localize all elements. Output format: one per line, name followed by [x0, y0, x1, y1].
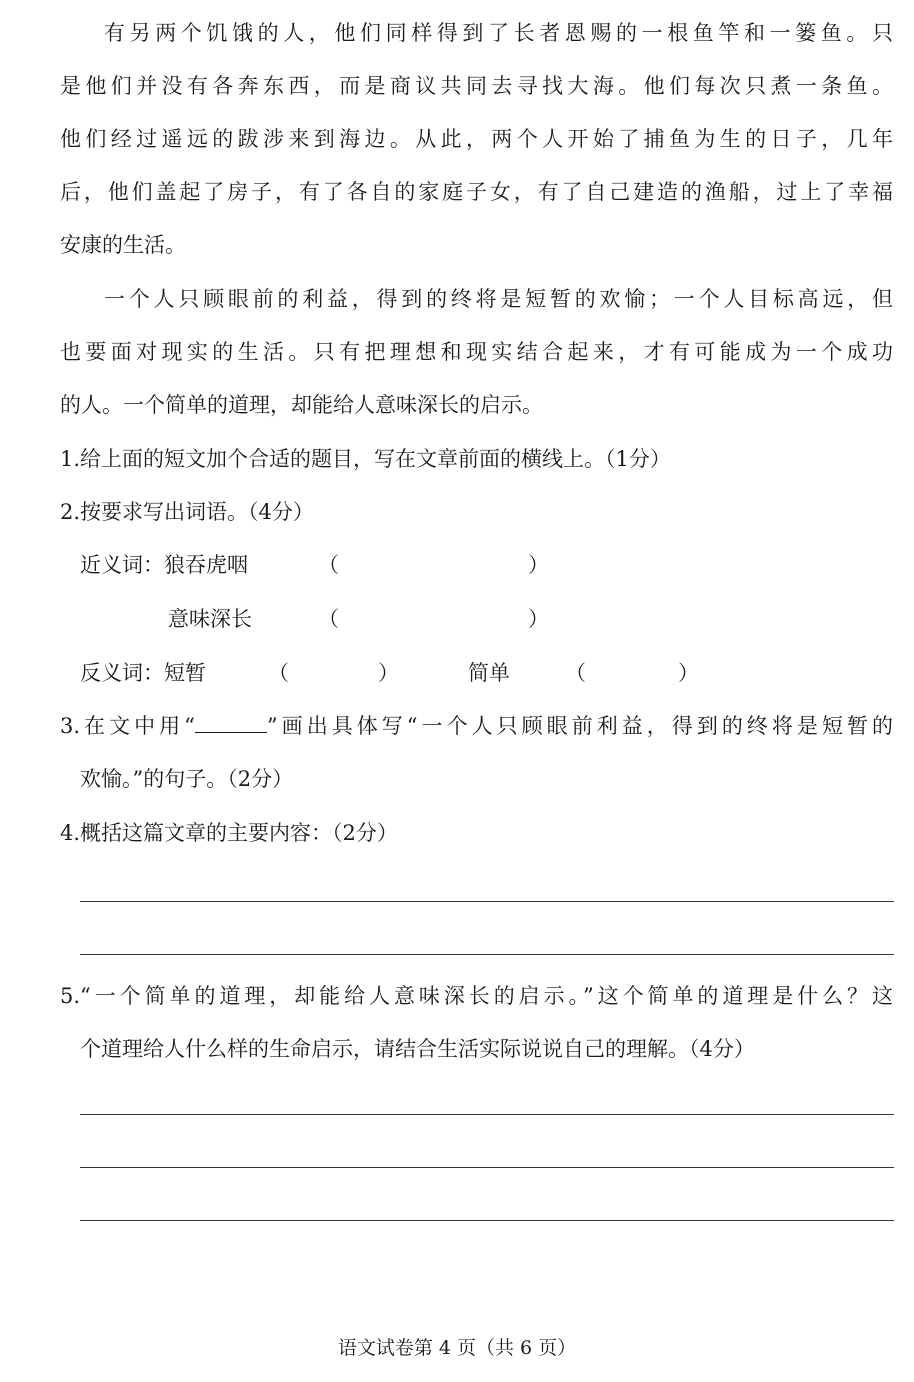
- antonym-1-paren-close: ）: [378, 661, 399, 685]
- question-5-line-1: 5.“一个简单的道理，却能给人意味深长的启示。”这个简单的道理是什么？这: [60, 984, 893, 1008]
- synonym-2-paren-close: ）: [528, 607, 549, 631]
- passage-p1-line-3: 他们经过遥远的跋涉来到海边。从此，两个人开始了捕鱼为生的日子，几年: [60, 127, 893, 151]
- question-3-line-1: [60, 710, 893, 742]
- synonym-2-paren-open: （: [318, 607, 339, 631]
- question-3-text-a: 3.在文中用“: [60, 714, 195, 738]
- antonym-word-2: 简单: [468, 661, 510, 685]
- page-footer: 语文试卷第 4 页（共 6 页）: [337, 1337, 577, 1359]
- synonym-1-paren-close: ）: [528, 553, 549, 577]
- answer-line-q5-1[interactable]: [80, 1114, 894, 1115]
- passage-p1-line-4: 后，他们盖起了房子，有了各自的家庭子女，有了自己建造的渔船，过上了幸福: [60, 180, 893, 204]
- answer-line-q4-1[interactable]: [80, 901, 894, 902]
- passage-p1-line-2: 是他们并没有各奔东西，而是商议共同去寻找大海。他们每次只煮一条鱼。: [60, 74, 893, 98]
- question-3-text-b: ”画出具体写“一个人只顾眼前利益，得到的终将是短暂的: [266, 714, 893, 738]
- passage-p2-line-2: 也要面对现实的生活。只有把理想和现实结合起来，才有可能成为一个成功: [60, 340, 893, 364]
- question-5-line-2: 个道理给人什么样的生命启示，请结合生活实际说说自己的理解。（4分）: [80, 1037, 755, 1061]
- question-4: 4.概括这篇文章的主要内容：（2分）: [60, 821, 398, 845]
- antonym-2-paren-open: （: [565, 661, 586, 685]
- synonym-label: 近义词：狼吞虎咽: [80, 553, 248, 577]
- question-1: 1.给上面的短文加个合适的题目，写在文章前面的横线上。（1分）: [60, 447, 671, 471]
- passage-p1-line-5: 安康的生活。: [60, 233, 186, 257]
- question-2: 2.按要求写出词语。（4分）: [60, 500, 314, 524]
- answer-line-q5-3[interactable]: [80, 1220, 894, 1221]
- synonym-1-paren-open: （: [318, 553, 339, 577]
- passage-p1-line-1: 有另两个饥饿的人，他们同样得到了长者恩赐的一根鱼竿和一篓鱼。只: [104, 21, 893, 45]
- underline-sample: [195, 714, 267, 733]
- antonym-label: 反义词：短暂: [80, 661, 206, 685]
- antonym-1-paren-open: （: [268, 661, 289, 685]
- passage-p2-line-3: 的人。一个简单的道理，却能给人意味深长的启示。: [60, 393, 543, 417]
- answer-line-q5-2[interactable]: [80, 1167, 894, 1168]
- answer-line-q4-2[interactable]: [80, 954, 894, 955]
- passage-p2-line-1: 一个人只顾眼前的利益，得到的终将是短暂的欢愉；一个人目标高远，但: [104, 287, 893, 311]
- antonym-2-paren-close: ）: [678, 661, 699, 685]
- synonym-word-2: 意味深长: [168, 607, 252, 631]
- question-3-line-2: 欢愉。”的句子。（2分）: [80, 767, 294, 791]
